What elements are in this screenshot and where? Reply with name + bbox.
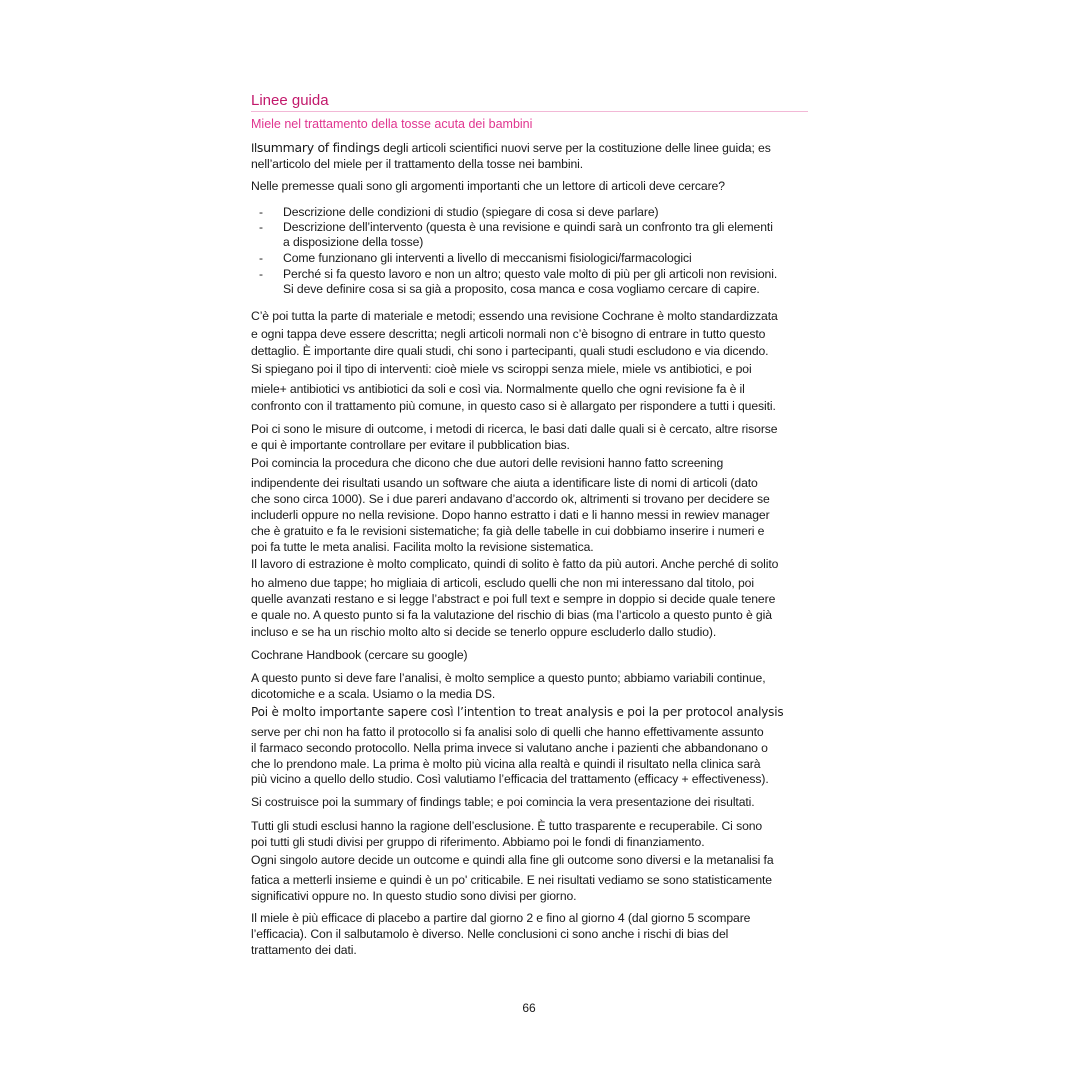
- paragraph-line: miele+ antibiotici vs antibiotici da soli e così via. Normalmente quello che ogni revisione fa è il: [251, 382, 745, 396]
- section-heading: Linee guida: [251, 92, 329, 109]
- intro-prefix: Il: [251, 141, 257, 155]
- bullet-item-line: Descrizione delle condizioni di studio (spiegare di cosa si deve parlare): [283, 205, 659, 219]
- paragraph-line: Si costruisce poi la summary of findings table; e poi comincia la vera presentazione dei risultati.: [251, 795, 755, 809]
- paragraph-line: indipendente dei risultati usando un software che aiuta a identificare liste di nomi di articoli (dato: [251, 476, 758, 490]
- intro-rest: degli articoli scientifici nuovi serve per la costituzione delle linee guida; es: [379, 141, 771, 155]
- paragraph-line: Il miele è più efficace di placebo a partire dal giorno 2 e fino al giorno 4 (dal giorno 5 scompare: [251, 911, 751, 925]
- question-text: Nelle premesse quali sono gli argomenti importanti che un lettore di articoli deve cercare?: [251, 179, 725, 193]
- bullet-item-line: a disposizione della tosse): [283, 235, 424, 249]
- paragraph-line: poi fa tutte le meta analisi. Facilita molto la revisione sistematica.: [251, 540, 594, 554]
- intro-line: [251, 140, 771, 156]
- paragraph-line: fatica a metterli insieme e quindi è un po' criticabile. E nei risultati vediamo se sono statisticamente: [251, 873, 772, 887]
- bullet-item-line: Perché si fa questo lavoro e non un altro; questo vale molto di più per gli articoli non revisioni.: [283, 267, 778, 281]
- paragraph-line: includerli oppure no nella revisione. Dopo hanno estratto i dati e li hanno messi in rewiev manager: [251, 508, 770, 522]
- paragraph-line: trattamento dei dati.: [251, 943, 357, 957]
- paragraph-line: e ogni tappa deve essere descritta; negli articoli normali non c’è bisogno di entrare in tutto questo: [251, 327, 766, 341]
- paragraph-line: confronto con il trattamento più comune, in questo caso si è allargato per rispondere a tutti i quesiti.: [251, 399, 776, 413]
- intro-line-2: nell’articolo del miele per il trattamento della tosse nei bambini.: [251, 157, 584, 171]
- paragraph-line: Poi ci sono le misure di outcome, i metodi di ricerca, le basi dati dalle quali si è cercato, altre risorse: [251, 422, 778, 436]
- paragraph-line: più vicino a quello dello studio. Così valutiamo l’efficacia del trattamento (efficacy + effectiveness).: [251, 772, 769, 786]
- paragraph-line: che è gratuito e fa le revisioni sistematiche; fa già delle tabelle in cui dobbiamo inserire i numeri e: [251, 524, 765, 538]
- bullet-marker: -: [259, 205, 263, 219]
- paragraph-line: serve per chi non ha fatto il protocollo si fa analisi solo di quelli che hanno effettivamente assunto: [251, 725, 764, 739]
- paragraph-line: l’efficacia). Con il salbutamolo è diverso. Nelle conclusioni ci sono anche i rischi di bias del: [251, 927, 729, 941]
- bullet-marker: -: [259, 267, 263, 281]
- section-subtitle: Miele nel trattamento della tosse acuta dei bambini: [251, 117, 533, 131]
- paragraph-line: Cochrane Handbook (cercare su google): [251, 648, 468, 662]
- paragraph-line: che sono circa 1000). Se i due pareri andavano d’accordo ok, altrimenti si trovano per decidere se: [251, 492, 770, 506]
- paragraph-line: Poi è molto importante sapere così l’intention to treat analysis e poi la per protocol analysis: [251, 705, 784, 719]
- highlighted-term: summary of findings: [256, 140, 380, 155]
- heading-divider: [251, 111, 808, 112]
- paragraph-line: Tutti gli studi esclusi hanno la ragione dell’esclusione. È tutto trasparente e recuperabile. Ci sono: [251, 819, 763, 833]
- paragraph-line: dicotomiche e a scala. Usiamo o la media DS.: [251, 687, 496, 701]
- paragraph-line: significativi oppure no. In questo studio sono divisi per giorno.: [251, 889, 577, 903]
- bullet-marker: -: [259, 220, 263, 234]
- paragraph-line: il farmaco secondo protocollo. Nella prima invece si valutano anche i pazienti che abbandonano o: [251, 741, 768, 755]
- paragraph-line: Si spiegano poi il tipo di interventi: cioè miele vs sciroppi senza miele, miele vs antibiotici, e poi: [251, 362, 752, 376]
- paragraph-line: e quale no. A questo punto si fa la valutazione del rischio di bias (ma l’articolo a questo punto è già: [251, 608, 772, 622]
- paragraph-line: A questo punto si deve fare l’analisi, è molto semplice a questo punto; abbiamo variabili continue,: [251, 671, 766, 685]
- paragraph-line: Poi comincia la procedura che dicono che due autori delle revisioni hanno fatto screening: [251, 456, 724, 470]
- paragraph-line: poi tutti gli studi divisi per gruppo di riferimento. Abbiamo poi le fondi di finanziamento.: [251, 835, 705, 849]
- page-number: 66: [522, 1001, 536, 1015]
- paragraph-line: C’è poi tutta la parte di materiale e metodi; essendo una revisione Cochrane è molto standardizzata: [251, 309, 778, 323]
- paragraph-line: e qui è importante controllare per evitare il pubblication bias.: [251, 438, 570, 452]
- bullet-item-line: Come funzionano gli interventi a livello di meccanismi fisiologici/farmacologici: [283, 251, 692, 265]
- paragraph-line: quelle avanzati restano e si legge l’abstract e poi full text e sempre in doppio si decide quale tenere: [251, 592, 776, 606]
- paragraph-line: Il lavoro di estrazione è molto complicato, quindi di solito è fatto da più autori. Anche perché di solito: [251, 557, 779, 571]
- paragraph-line: dettaglio. È importante dire quali studi, chi sono i partecipanti, quali studi escludono e via dicendo.: [251, 344, 769, 358]
- bullet-item-line: Si deve definire cosa si sa già a proposito, cosa manca e cosa vogliamo cercare di capire.: [283, 282, 760, 296]
- paragraph-line: incluso e se ha un rischio molto alto si decide se tenerlo oppure escluderlo dallo studio).: [251, 625, 717, 639]
- bullet-item-line: Descrizione dell’intervento (questa è una revisione e quindi sarà un confronto tra gli elementi: [283, 220, 773, 234]
- paragraph-line: Ogni singolo autore decide un outcome e quindi alla fine gli outcome sono diversi e la metanalisi fa: [251, 853, 774, 867]
- paragraph-line: ho almeno due tappe; ho migliaia di articoli, escludo quelli che non mi interessano dal titolo, poi: [251, 576, 754, 590]
- bullet-marker: -: [259, 251, 263, 265]
- paragraph-line: che lo prendono male. La prima è molto più vicina alla realtà e quindi il risultato nella clinica sarà: [251, 757, 761, 771]
